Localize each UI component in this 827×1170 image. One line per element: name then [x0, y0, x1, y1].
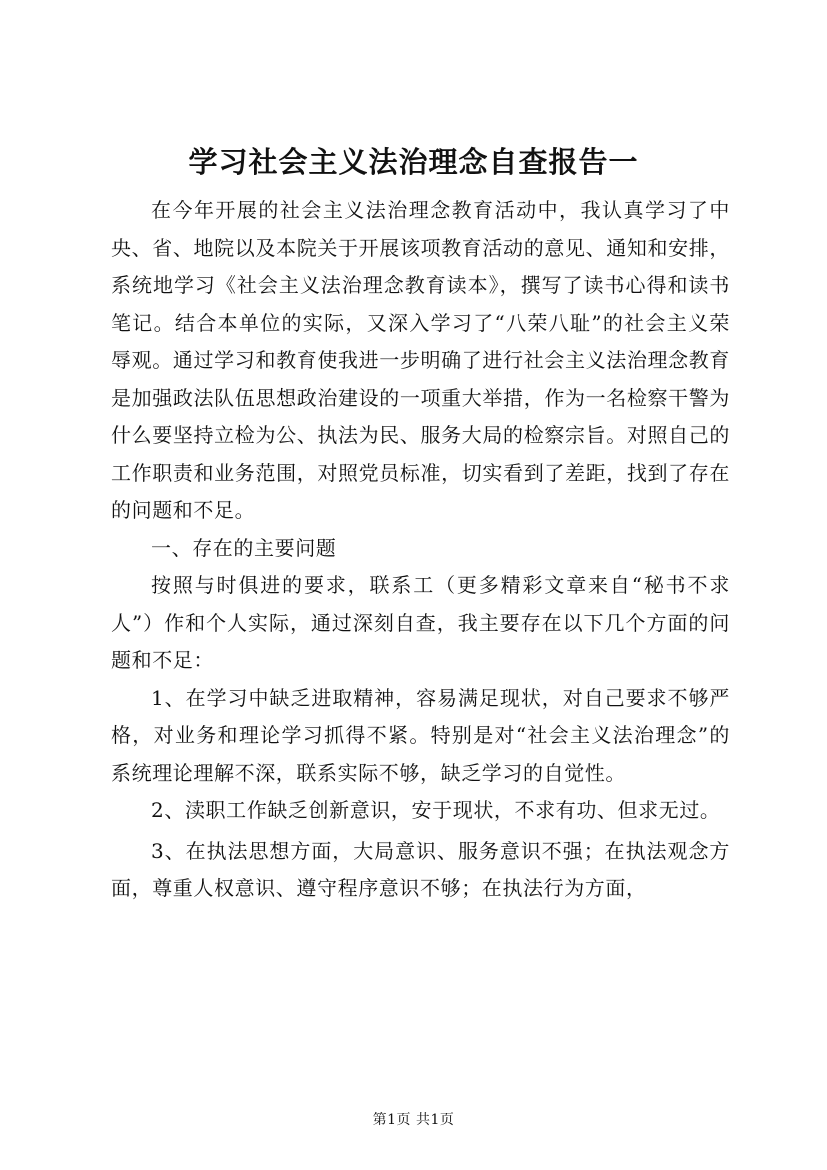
document-body — [111, 192, 730, 908]
section-heading-main-problems: 一、存在的主要问题 — [151, 535, 337, 560]
page-footer: 第1页 共1页 — [372, 1112, 455, 1128]
paragraph-problem-2: 2、渎职工作缺乏创新意识，安于现状，不求有功、但求无过。 — [151, 798, 721, 822]
paragraph-problem-1: 1、在学习中缺乏进取精神，容易满足现状，对自己要求不够严格，对业务和理论学习抓得不紧。特别是对“社会主义法治理念”的系统理论理解不深，联系实际不够，缺乏学习的自觉性。 — [111, 685, 730, 785]
paragraph-self-check: 按照与时俱进的要求，联系工（更多精彩文章来自“秘书不求人”）作和个人实际，通过深刻自查，我主要存在以下几个方面的问题和不足： — [111, 573, 730, 672]
document-title: 学习社会主义法治理念自查报告一 — [188, 145, 639, 179]
paragraph-intro: 在今年开展的社会主义法治理念教育活动中，我认真学习了中央、省、地院以及本院关于开展该项教育活动的意见、通知和安排，系统地学习《社会主义法治理念教育读本》，撰写了读书心得和读书笔记。结合本单位的实际，又深入学习了“八荣八耻”的社会主义荣辱观。通过学习和教育使我进一步明确了进行社会主义法治理念教育是加强政法队伍思想政治建设的一项重大举措，作为一名检察干警为什么要坚持立检为公、执法为民、服务大局的检察宗旨。对照自己的工作职责和业务范围，对照党员标准，切实看到了差距，找到了存在的问题和不足。 — [111, 198, 730, 522]
paragraph-problem-3: 3、在执法思想方面，大局意识、服务意识不强；在执法观念方面，尊重人权意识、遵守程序意识不够；在执法行为方面， — [111, 838, 730, 900]
